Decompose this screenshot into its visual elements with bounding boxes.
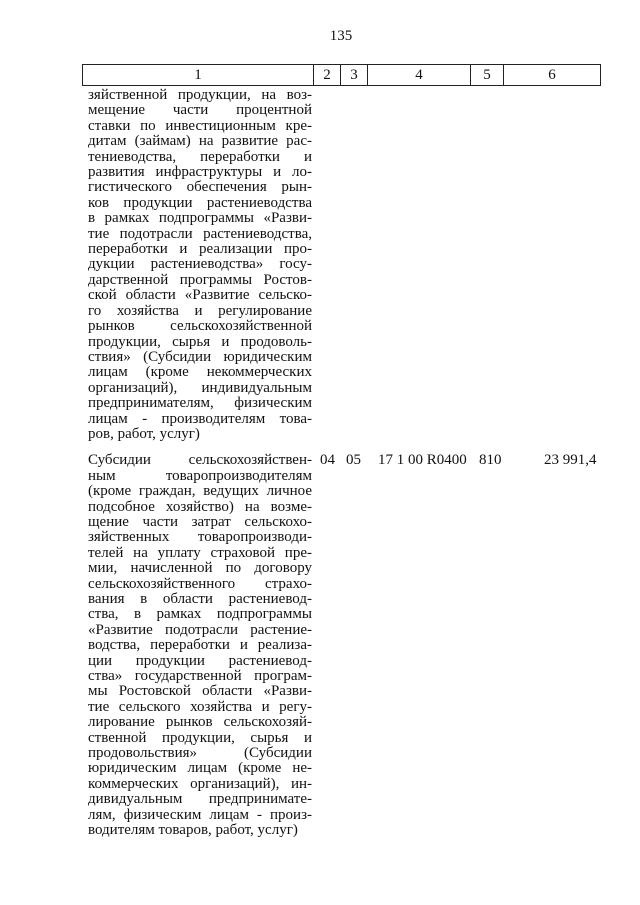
text-line: ствия» (Субсидии юридическим <box>88 348 312 365</box>
text-line: сельскохозяйственного страхо- <box>88 575 312 592</box>
header-col-6: 6 <box>504 65 601 86</box>
text-line: гистического обеспечения рын- <box>88 179 312 196</box>
text-line: предпринимателям, физическим <box>88 395 312 412</box>
text-line: «Развитие подотрасли растение- <box>88 621 312 638</box>
text-line: зяйственных товаропроизводи- <box>88 529 312 546</box>
text-line: продукции, сырья и продоволь- <box>88 333 312 350</box>
text-line: юридическим лицам (кроме не- <box>88 760 312 777</box>
text-line: мы Ростовской области «Разви- <box>88 683 312 700</box>
row-2-col-4: 17 1 00 R0400 <box>378 452 467 469</box>
text-line: вания в области растениевод- <box>88 591 312 607</box>
text-line: Субсидии сельскохозяйствен- <box>88 452 312 469</box>
header-col-5: 5 <box>471 65 504 86</box>
row-1-description <box>88 88 312 442</box>
header-col-1: 1 <box>83 65 314 86</box>
text-line: подсобное хозяйство) на возме- <box>88 498 312 515</box>
text-line: лирование рынков сельскохозяй- <box>88 714 312 731</box>
row-2-col-5: 810 <box>479 452 502 469</box>
text-line: (кроме граждан, ведущих личное <box>88 483 312 500</box>
text-line: ставки по инвестиционным кре- <box>88 117 312 134</box>
row-2-col-6: 23 991,4 <box>544 452 597 469</box>
text-line: тие подотрасли растениеводства, <box>88 225 312 242</box>
text-line: телей на уплату страховой пре- <box>88 544 312 561</box>
text-line: ской области «Развитие сельско- <box>88 287 312 304</box>
page-number: 135 <box>329 28 353 44</box>
text-line: дивидуальным предпринимате- <box>88 791 312 808</box>
text-line: организаций), индивидуальным <box>88 379 312 396</box>
text-line: ства» государственной програм- <box>88 668 312 685</box>
text-line: мещение части процентной <box>88 102 312 119</box>
text-line: в рамках подпрограммы «Разви- <box>88 210 312 227</box>
text-line: зяйственной продукции, на воз- <box>88 87 312 103</box>
text-line: ции продукции растениевод- <box>88 652 312 669</box>
text-line: ров, работ, услуг) <box>88 425 200 442</box>
text-line: водителям товаров, работ, услуг) <box>88 822 298 839</box>
row-2-col-2: 04 <box>320 452 335 469</box>
text-line: лям, физическим лицам - произ- <box>88 806 312 823</box>
text-line: ным товаропроизводителям <box>88 467 312 484</box>
header-col-3: 3 <box>341 65 368 86</box>
text-line: щение части затрат сельскохо- <box>88 513 312 530</box>
row-2-description <box>88 452 597 839</box>
row-2-col-3: 05 <box>346 452 361 469</box>
text-line: тениеводства, переработки и <box>88 148 312 165</box>
header-col-2: 2 <box>314 65 341 86</box>
text-line: лицам (кроме некоммерческих <box>88 364 312 381</box>
text-line: развития инфраструктуры и ло- <box>88 164 312 181</box>
text-line: ственной продукции, сырья и <box>88 729 312 746</box>
text-line: водства, переработки и реализа- <box>88 637 312 654</box>
text-line: мии, начисленной по договору <box>88 560 312 577</box>
text-line: тие сельского хозяйства и регу- <box>88 698 312 715</box>
text-line: го хозяйства и регулирование <box>88 302 312 319</box>
table-body <box>88 87 597 839</box>
text-line: ства, в рамках подпрограммы <box>88 606 312 623</box>
text-line: ков продукции растениеводства <box>88 194 312 211</box>
table-header <box>82 64 601 86</box>
text-line: лицам - производителям това- <box>88 410 312 427</box>
text-line: переработки и реализации про- <box>88 241 312 258</box>
text-line: продовольствия» (Субсидии <box>88 745 312 762</box>
text-line: дукции растениеводства» госу- <box>88 256 312 273</box>
text-line: дарственной программы Ростов- <box>88 271 312 288</box>
header-col-4: 4 <box>368 65 471 86</box>
text-line: дитам (займам) на развитие рас- <box>88 133 312 150</box>
text-line: коммерческих организаций), ин- <box>88 775 312 792</box>
text-line: рынков сельскохозяйственной <box>88 318 312 335</box>
